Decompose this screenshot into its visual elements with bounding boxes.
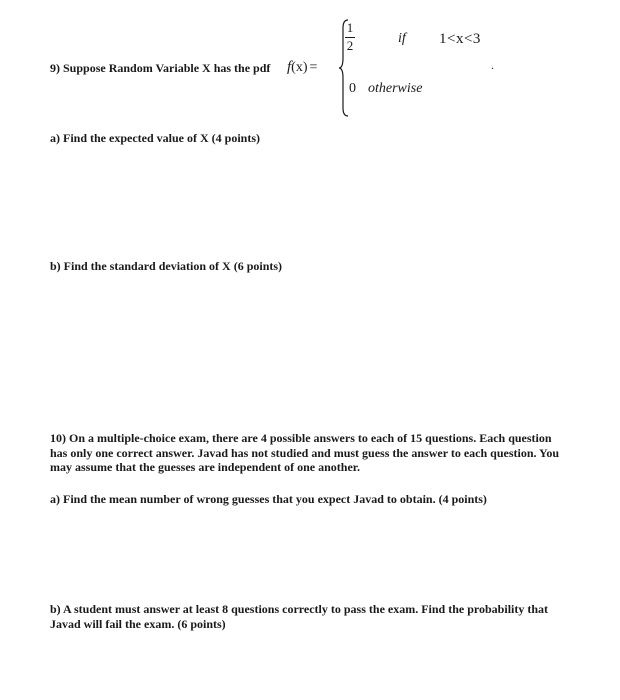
case1-if: if (398, 31, 406, 46)
q10-part-b: b) A student must answer at least 8 questions correctly to pass the exam. Find the probability that Javad will fail the exam. (6 points) (50, 602, 549, 631)
function-arg: (x) (291, 60, 308, 75)
q10-part-a: a) Find the mean number of wrong guesses that you expect Javad to obtain. (4 points) (50, 492, 487, 506)
q9-part-a: a) Find the expected value of X (4 points) (50, 131, 260, 145)
fraction-denominator: 2 (346, 38, 354, 53)
pdf-definition (287, 58, 317, 76)
function-name: f (287, 59, 292, 75)
equals-sign: = (309, 60, 318, 75)
case2-condition: otherwise (368, 81, 423, 96)
case1-condition: 1<x<3 (439, 31, 481, 47)
q9-part-b: b) Find the standard deviation of X (6 points) (50, 259, 283, 273)
q9-intro: 9) Suppose Random Variable X has the pdf (50, 61, 271, 75)
case2-value: 0 (349, 81, 356, 96)
q10-stem: 10) On a multiple-choice exam, there are 4 possible answers to each of 15 questions. Each question has only one correct answer. Javad has not studied and must guess the answer to each question. You may assume that the guesses are independent of one another. (50, 431, 560, 474)
trailing-dot: . (491, 58, 494, 72)
fraction-numerator: 1 (346, 20, 354, 35)
